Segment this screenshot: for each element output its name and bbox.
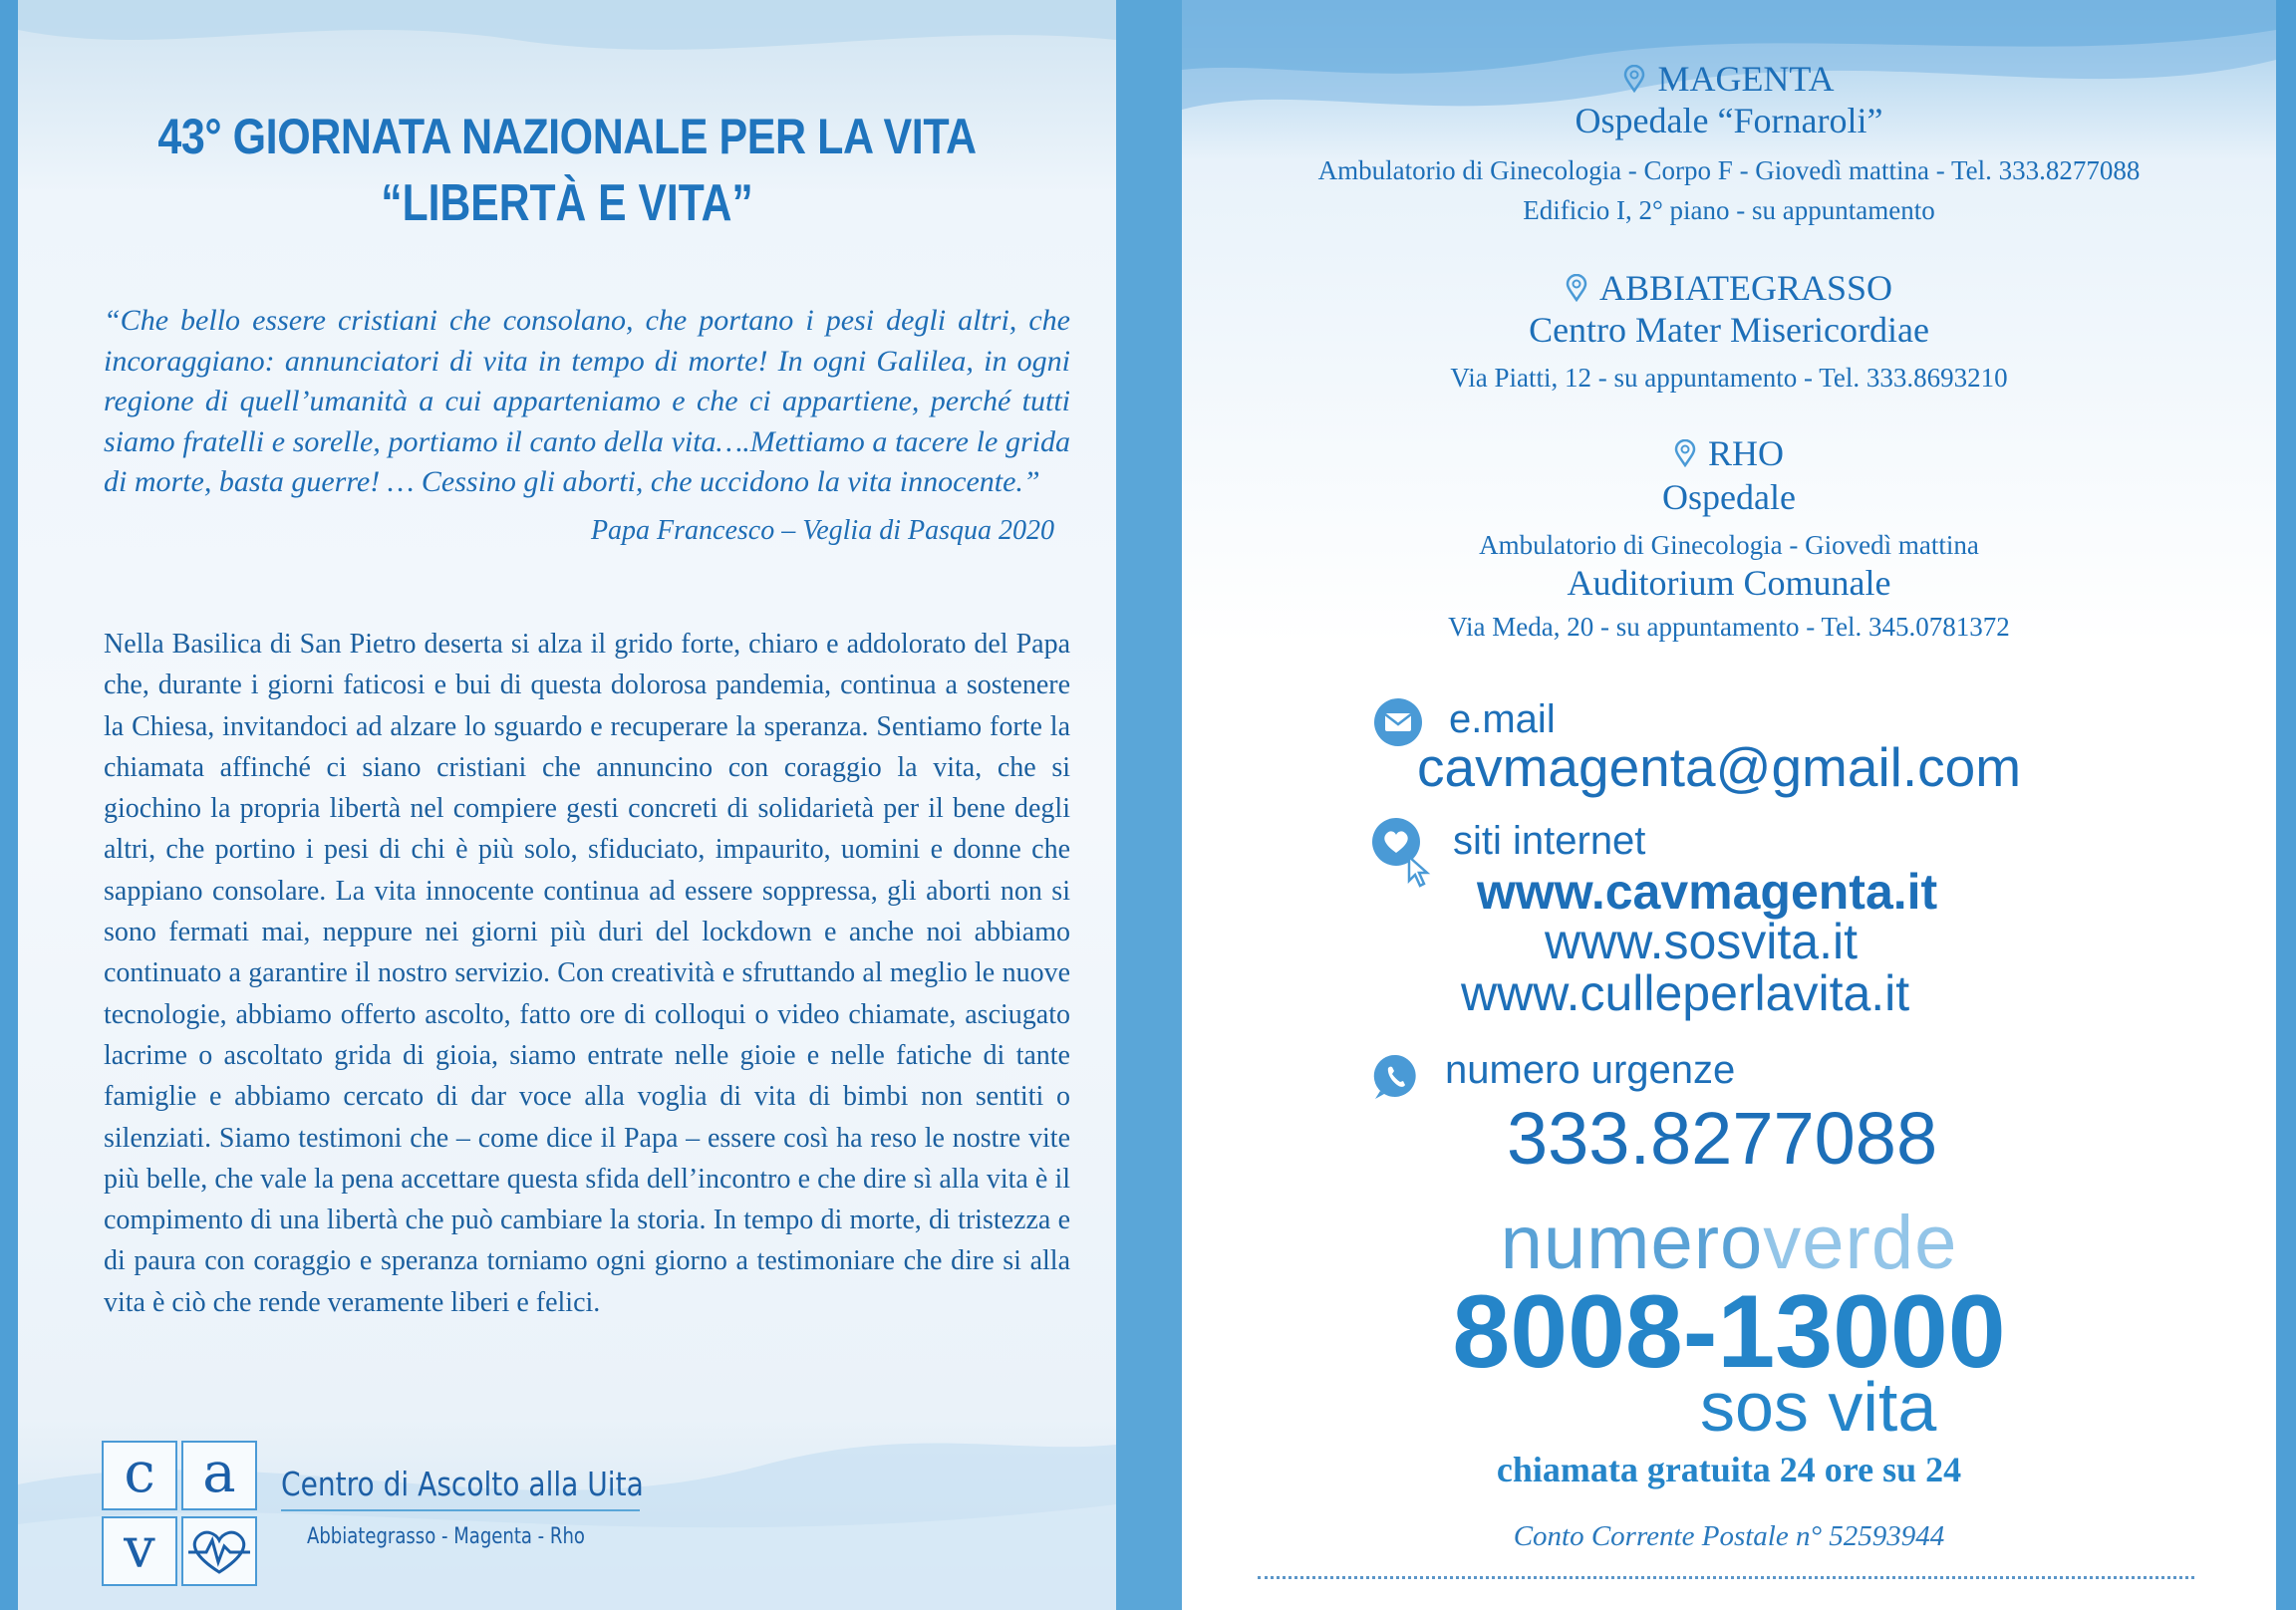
page-title: 43° GIORNATA NAZIONALE PER LA VITA [157,109,977,164]
location-rho-city [1182,432,2276,474]
body-paragraph: Nella Basilica di San Pietro deserta si alza il grido forte, chiaro e addolorato del Papa che, durante i giorni faticosi e bui di questa dolorosa pandemia, continua a sostenere la Chiesa, invitandoci ad alzare lo sguardo e recuperare la speranza. Sentiamo forte la chiamata affinché ci siano cristiani che annuncino con coraggio la vita, che si giochino la propria libertà nel compiere gesti concreti di solidarietà per il bene degli altri, che portino i pesi di chi è più solo, sfiduciato, impaurito, uomini e donne che sappiano consolare. La vita innocente continua ad essere soppressa, gli aborti non si sono fermati mai, neppure nei giorni più duri del lockdown e anche noi abbiamo continuato a garantire il nostro servizio. Con creatività e sfruttando al meglio le nuove tecnologie, abbiamo offerto ascolto, fatto ore di colloqui o video chiamate, asciugato lacrime o ascoltato grida di gioia, siamo entrate nelle gioie e nelle fatiche di tante famiglie e abbiamo cercato di dar voce alla voglia di vita di bimbi non sentiti o silenziati. Siamo testimoni che – come dice il Papa – essere così ha reso le nostre vite più belle, che vale la pena accettare questa sfida dell’incontro e che dire sì alla vita è il compimento di una libertà che può cambiare la storia. In tempo di morte, di tristezza e di paura con coraggio e speranza torniamo ogni giorno a testimoniare che dire si alla vita è ciò che rende veramente liberi e felici. [104,629,1070,1318]
location-rho-detail-2: Via Meda, 20 - su appuntamento - Tel. 345.0781372 [1448,612,2010,642]
cav-logo [102,1441,261,1588]
center-strip [1116,0,1182,1610]
postal-account: Conto Corrente Postale n° 52593944 [1513,1520,1945,1552]
location-rho-place-2: Auditorium Comunale [1567,563,1891,603]
whatsapp-icon [1371,1052,1421,1102]
heartbeat-icon [181,1516,257,1586]
website-culleperlavita[interactable]: www.culleperlavita.it [1461,965,1910,1021]
websites-label: siti internet [1453,819,1646,863]
location-pin-icon [1674,439,1696,467]
location-magenta-detail-2: Edificio I, 2° piano - su appuntamento [1523,195,1935,225]
location-rho-place: Ospedale [1662,477,1796,517]
pope-quote: “Che bello essere cristiani che consolano, che portano i pesi degli altri, che incoraggiano: annunciatori di vita in tempo di morte! In ogni Galilea, in ogni regione di quell’umanità a cui apparteniamo e che ci appartiene, perché tutti siamo fratelli e sorelle, portiamo il canto della vita….Mettiamo a tacere le grida di morte, basta guerre! … Cessino gli aborti, che uccidono la vita innocente.” [104,304,1070,498]
city-name: ABBIATEGRASSO [1598,268,1893,308]
numero-verde-number[interactable]: 8008-13000 [1452,1274,2006,1390]
urgent-number[interactable]: 333.8277088 [1507,1097,1938,1180]
email-address[interactable]: cavmagenta@gmail.com [1417,736,2022,798]
logo-divider [281,1509,640,1511]
sos-vita-label: sos vita [1700,1368,1937,1446]
right-edge-strip [2276,0,2296,1610]
email-label: e.mail [1449,697,1556,741]
quote-author: Papa Francesco – Veglia di Pasqua 2020 [590,515,1054,546]
city-name: RHO [1707,433,1784,473]
email-icon [1373,697,1423,747]
city-name: MAGENTA [1657,59,1835,99]
location-pin-icon [1566,274,1587,302]
left-edge-strip [0,0,18,1610]
location-abbiategrasso-detail: Via Piatti, 12 - su appuntamento - Tel. 333.8693210 [1450,363,2008,393]
numero-word: numero [1500,1201,1764,1285]
location-magenta-place: Ospedale “Fornaroli” [1575,101,1883,140]
left-panel [18,0,1116,1610]
location-rho-detail-1: Ambulatorio di Ginecologia - Giovedì mattina [1479,530,1979,560]
logo-letter-c: c [102,1441,177,1510]
location-pin-icon [1623,65,1645,93]
website-sosvita[interactable]: www.sosvita.it [1545,914,1858,969]
top-wave-decoration [18,0,1116,120]
website-cavmagenta[interactable]: www.cavmagenta.it [1477,864,1938,920]
page-subtitle: “LIBERTÀ E VITA” [381,174,753,232]
verde-word: verde [1763,1201,1958,1285]
logo-towns: Abbiategrasso - Magenta - Rho [307,1524,585,1549]
heart-cursor-icon [1371,817,1435,889]
urgent-label: numero urgenze [1445,1048,1736,1092]
dotted-divider [1258,1576,2194,1579]
location-magenta-detail-1: Ambulatorio di Ginecologia - Corpo F - Giovedì mattina - Tel. 333.8277088 [1317,155,2141,185]
location-abbiategrasso-place: Centro Mater Misericordiae [1529,310,1929,350]
logo-org-name: Centro di Ascolto alla Uita [281,1465,644,1503]
location-magenta-city [1182,58,2276,100]
location-abbiategrasso-city [1182,267,2276,309]
logo-letter-v: v [102,1516,177,1586]
free-call-note: chiamata gratuita 24 ore su 24 [1496,1450,1962,1489]
logo-letter-a: a [181,1441,257,1510]
right-panel [1182,0,2276,1610]
